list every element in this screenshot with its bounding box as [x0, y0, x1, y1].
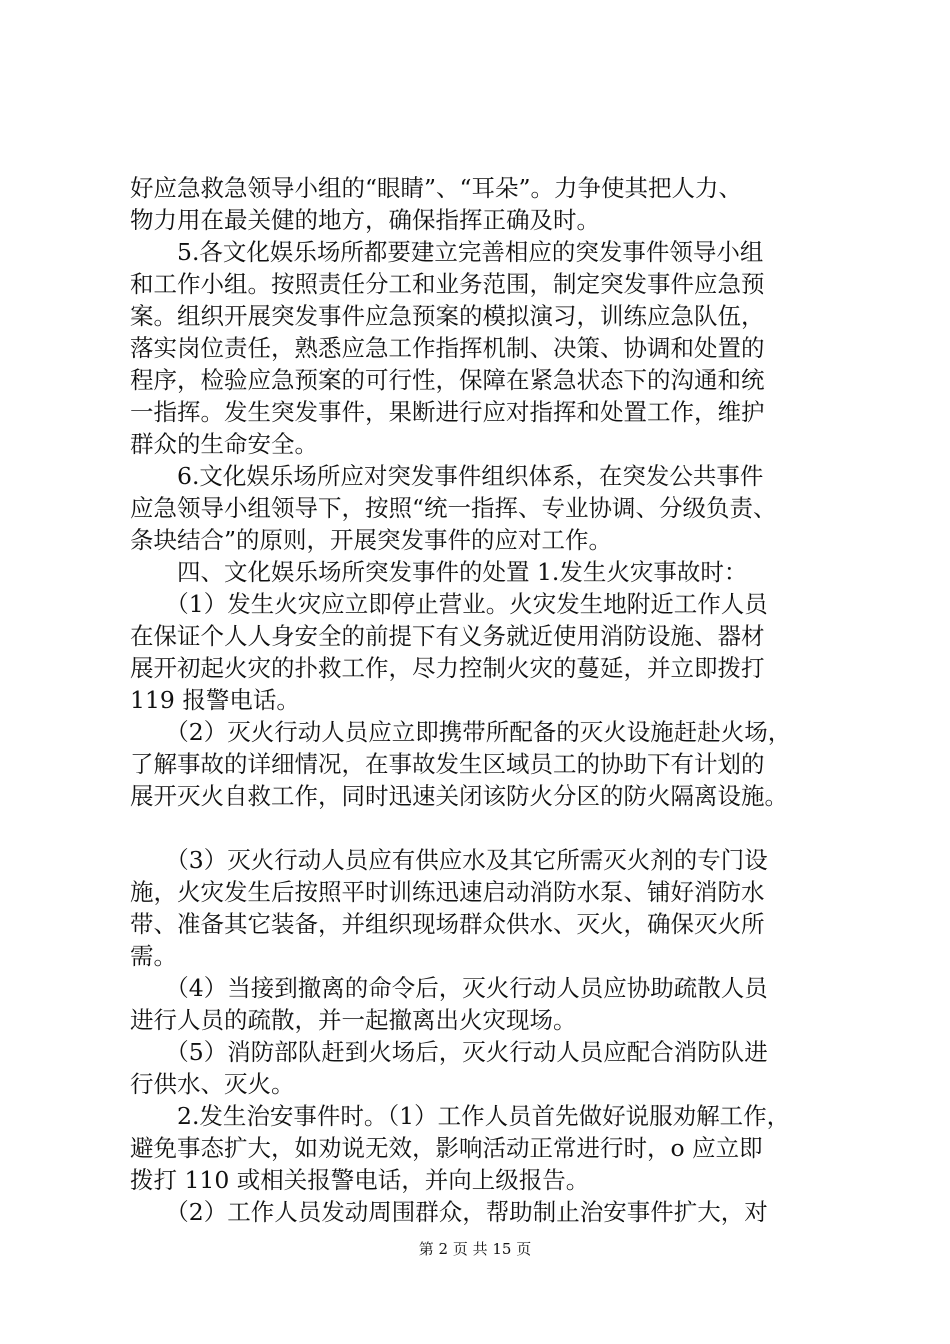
text-line: （2）灭火行动人员应立即携带所配备的灭火设施赶赴火场，	[130, 718, 792, 746]
text-line: （1）发生火灾应立即停止营业。火灾发生地附近工作人员	[130, 590, 768, 618]
blank-line	[130, 812, 834, 844]
page-number-footer: 第 2 页 共 15 页	[418, 1240, 532, 1258]
text-line: （4）当接到撤离的命令后，灭火行动人员应协助疏散人员	[130, 974, 768, 1002]
text-line: 程序，检验应急预案的可行性，保障在紧急状态下的沟通和统	[130, 366, 765, 394]
text-line: 在保证个人人身安全的前提下有义务就近使用消防设施、器材	[130, 622, 765, 650]
document-body	[130, 172, 834, 1228]
text-line: 一指挥。发生突发事件，果断进行应对指挥和处置工作，维护	[130, 398, 765, 426]
text-line: （2）工作人员发动周围群众，帮助制止治安事件扩大，对	[130, 1198, 768, 1226]
text-line: 条块结合”的原则，开展突发事件的应对工作。	[130, 526, 613, 554]
text-line: 了解事故的详细情况，在事故发生区域员工的协助下有计划的	[130, 750, 765, 778]
text-line: 展开初起火灾的扑救工作，尽力控制火灾的蔓延，并立即拨打	[130, 654, 765, 682]
text-line: 和工作小组。按照责任分工和业务范围，制定突发事件应急预	[130, 270, 765, 298]
text-line: 好应急救急领导小组的“眼睛”、“耳朵”。力争使其把人力、	[130, 174, 743, 202]
text-line: （5）消防部队赶到火场后，灭火行动人员应配合消防队进	[130, 1038, 768, 1066]
text-line: 行供水、灭火。	[130, 1070, 295, 1098]
text-line: 6.文化娱乐场所应对突发事件组织体系，在突发公共事件	[130, 462, 764, 490]
text-line: 展开灭火自救工作，同时迅速关闭该防火分区的防火隔离设施。	[130, 782, 788, 810]
text-line: 拨打 110 或相关报警电话，并向上级报告。	[130, 1166, 590, 1194]
text-line: 需。	[130, 942, 177, 970]
text-line: （3）灭火行动人员应有供应水及其它所需灭火剂的专门设	[130, 846, 768, 874]
section-heading-line: 四、文化娱乐场所突发事件的处置 1.发生火灾事故时：	[130, 558, 748, 586]
text-line: 2.发生治安事件时。（1）工作人员首先做好说服劝解工作，	[130, 1102, 791, 1130]
text-line: 施，火灾发生后按照平时训练迅速启动消防水泵、铺好消防水	[130, 878, 765, 906]
text-line: 物力用在最关健的地方，确保指挥正确及时。	[130, 206, 600, 234]
text-line: 进行人员的疏散，并一起撤离出火灾现场。	[130, 1006, 577, 1034]
text-line: 落实岗位责任，熟悉应急工作指挥机制、决策、协调和处置的	[130, 334, 765, 362]
text-line: 群众的生命安全。	[130, 430, 318, 458]
text-line: 119 报警电话。	[130, 686, 300, 714]
text-line: 应急领导小组领导下，按照“统一指挥、专业协调、分级负责、	[130, 494, 777, 522]
text-line: 5.各文化娱乐场所都要建立完善相应的突发事件领导小组	[130, 238, 764, 266]
text-line: 带、准备其它装备，并组织现场群众供水、灭火，确保灭火所	[130, 910, 765, 938]
text-line: 案。组织开展突发事件应急预案的模拟演习，训练应急队伍，	[130, 302, 765, 330]
text-line: 避免事态扩大，如劝说无效，影响活动正常进行时，o 应立即	[130, 1134, 763, 1162]
